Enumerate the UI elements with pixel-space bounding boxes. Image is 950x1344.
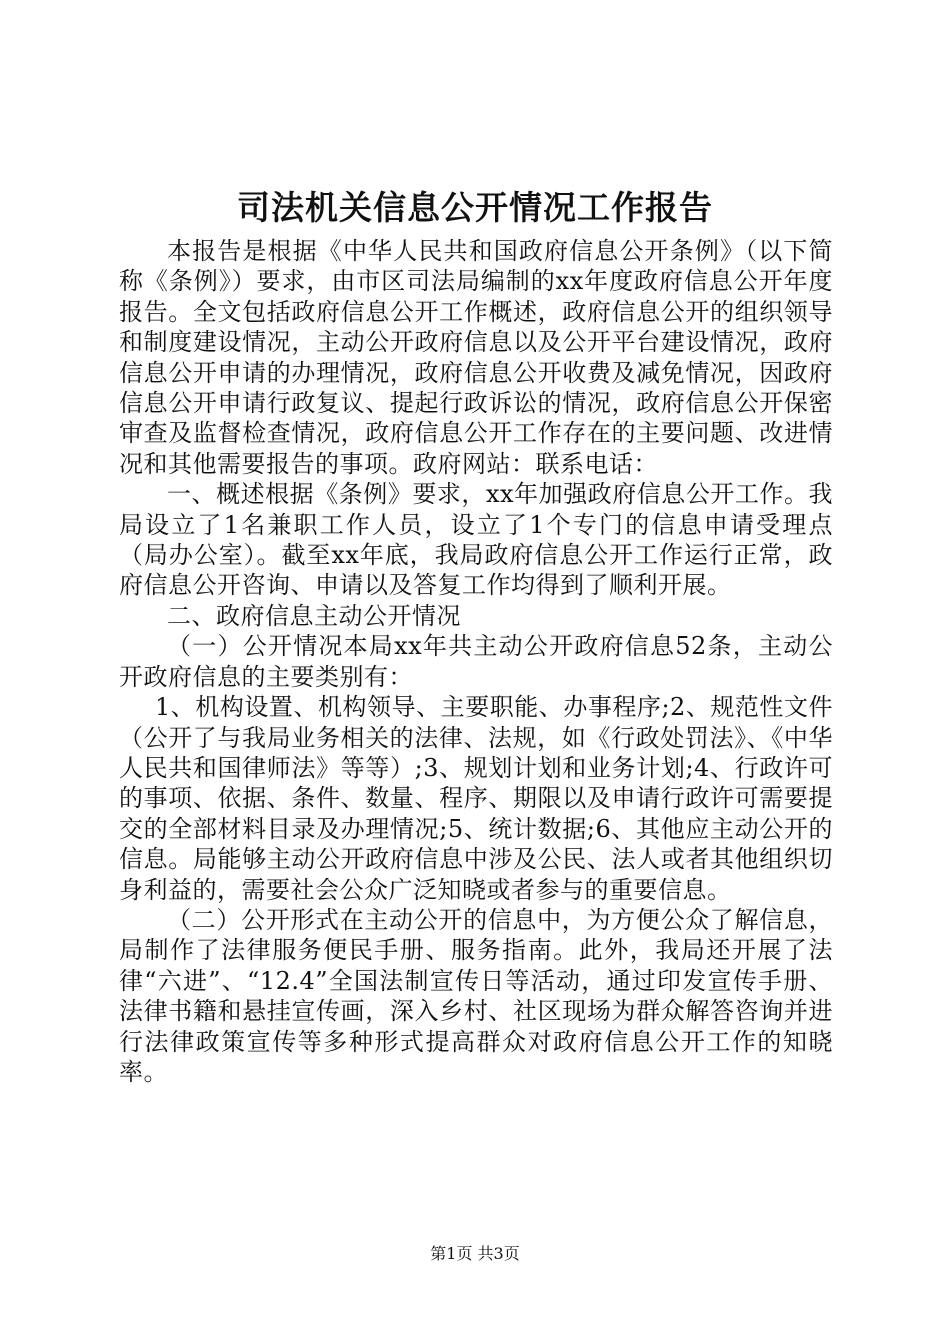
category-list-paragraph: 1、机构设置、机构领导、主要职能、办事程序;2、规范性文件（公开了与我局业务相关的法律、法规，如《行政处罚法》、《中华人民共和国律师法》等等）;3、规划计划和业务计划;4、行政许可的事项、依据、条件、数量、程序、期限以及申请行政许可需要提交的全部材料目录及办理情况;5、统计数据;6、其他应主动公开的信息。局能够主动公开政府信息中涉及公民、法人或者其他组织切身利益的，需要社会公众广泛知晓或者参与的重要信息。: [119, 693, 833, 904]
document-title: 司法机关信息公开情况工作报告: [237, 188, 713, 227]
section-heading: 二、政府信息主动公开情况: [167, 601, 461, 630]
intro-paragraph: 本报告是根据《中华人民共和国政府信息公开条例》（以下简称《条例》）要求，由市区司法局编制的xx年度政府信息公开年度报告。全文包括政府信息公开工作概述，政府信息公开的组织领导和制度建设情况，主动公开政府信息以及公开平台建设情况，政府信息公开申请的办理情况，政府信息公开收费及减免情况，因政府信息公开申请行政复议、提起行政诉讼的情况，政府信息公开保密审查及监督检查情况，政府信息公开工作存在的主要问题、改进情况和其他需要报告的事项。政府网站：联系电话：: [119, 237, 833, 478]
disclosure-form-paragraph: （二）公开形式在主动公开的信息中，为方便公众了解信息，局制作了法律服务便民手册、服务指南。此外，我局还开展了法律“六进”、“12.4”全国法制宣传日等活动，通过印发宣传手册、法律书籍和悬挂宣传画，深入乡村、社区现场为群众解答咨询并进行法律政策宣传等多种形式提高群众对政府信息公开工作的知晓率。: [119, 905, 833, 1086]
page-footer: 第1页 共3页: [430, 1244, 520, 1263]
disclosure-paragraph: （一）公开情况本局xx年共主动公开政府信息52条，主动公开政府信息的主要类别有：: [119, 632, 833, 691]
overview-paragraph: 一、概述根据《条例》要求，xx年加强政府信息公开工作。我局设立了1名兼职工作人员，设立了1个专门的信息申请受理点（局办公室）。截至xx年底，我局政府信息公开工作运行正常，政府信息公开咨询、申请以及答复工作均得到了顺利开展。: [119, 480, 833, 600]
document-body: [119, 236, 833, 1087]
